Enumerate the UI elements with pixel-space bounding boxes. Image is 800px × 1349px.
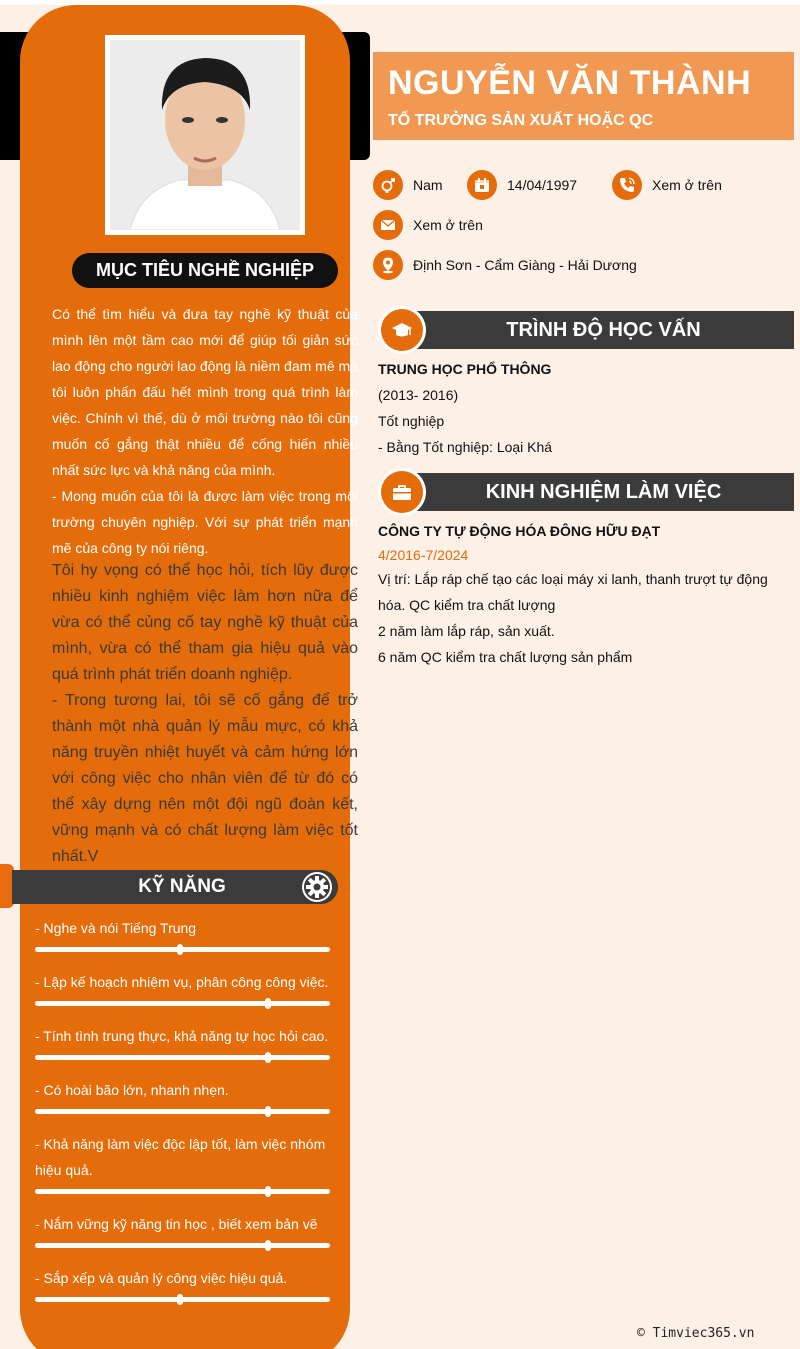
gender-value: Nam <box>413 177 443 193</box>
education-title: TRÌNH ĐỘ HỌC VẤN <box>506 319 701 341</box>
skill-level-bar <box>35 1297 330 1302</box>
skills-list <box>35 915 330 1319</box>
phone-item <box>612 170 722 200</box>
profile-photo <box>105 35 305 235</box>
skill-level-bar <box>35 1109 330 1114</box>
birthdate-value: 14/04/1997 <box>507 177 578 193</box>
skill-level-marker <box>265 998 271 1009</box>
experience-line: 2 năm làm lắp ráp, sản xuất. <box>378 623 555 639</box>
skill-item <box>35 1265 330 1302</box>
skill-label: - Nắm vững kỹ năng tin học , biết xem bản vẽ <box>35 1216 318 1232</box>
footer-credit: © Timviec365.vn <box>637 1326 755 1341</box>
skill-level-bar <box>35 1243 330 1248</box>
skills-title: KỸ NĂNG <box>138 876 226 897</box>
skill-level-marker <box>177 1294 183 1305</box>
education-header <box>405 311 794 349</box>
skill-level-marker <box>265 1240 271 1251</box>
education-years: (2013- 2016) <box>378 387 459 403</box>
skill-item <box>35 1023 330 1060</box>
experience-header <box>405 473 794 511</box>
location-pin-icon <box>373 250 403 280</box>
email-value: Xem ở trên <box>413 217 483 233</box>
mail-icon <box>373 210 403 240</box>
skill-level-bar <box>35 1001 330 1006</box>
address-value: Định Sơn - Cẩm Giàng - Hải Dương <box>413 257 637 273</box>
education-detail: - Bằng Tốt nghiệp: Loại Khá <box>378 439 553 455</box>
skill-item <box>35 1211 330 1248</box>
skill-label: - Sắp xếp và quản lý công việc hiệu quả. <box>35 1270 288 1286</box>
skill-level-bar <box>35 1189 330 1194</box>
objective-text-light <box>52 301 358 561</box>
objective-paragraph: - Trong tương lai, tôi sẽ cố gắng để trở thành một nhà quản lý mẫu mực, có khả năng truyền nhiệt huyết và cảm hứng lớn với công việc cho nhân viên để từ đó có thể xây dựng nên một đội ngũ đoàn kết, vững mạnh và có chất lượng làm việc tốt nhất.V <box>52 692 358 865</box>
skill-label: - Có hoài bão lớn, nhanh nhẹn. <box>35 1082 229 1098</box>
avatar <box>110 40 300 230</box>
skill-level-bar <box>35 947 330 952</box>
gear-icon <box>302 872 332 902</box>
objective-paragraph: - Mong muốn của tôi là được làm việc trong môi trường chuyên nghiệp. Với sự phát triển mạnh mẽ của công ty nói riêng. <box>52 488 358 556</box>
skill-label: - Lập kế hoạch nhiệm vụ, phân công công việc. <box>35 974 329 990</box>
header <box>373 52 794 140</box>
cv-page <box>0 5 800 1349</box>
skill-label: - Tính tình trung thực, khả năng tự học hỏi cao. <box>35 1028 329 1044</box>
experience-period: 4/2016-7/2024 <box>378 547 469 563</box>
birthdate-item <box>467 170 577 200</box>
skill-level-marker <box>265 1052 271 1063</box>
experience-line: 6 năm QC kiểm tra chất lượng sản phẩm <box>378 649 633 665</box>
skill-item <box>35 915 330 952</box>
experience-line: Vị trí: Lắp ráp chế tạo các loại máy xi lanh, thanh trượt tự động hóa. QC kiểm tra chất lượng <box>378 571 768 613</box>
objective-text-dark <box>52 558 358 870</box>
objective-paragraph: Có thể tìm hiểu và đưa tay nghề kỹ thuật của mình lên một tầm cao mới để giúp tối giản sức lao động cho người lao động là niềm đam mê mà tôi luôn phấn đấu hết mình trong quá trình làm việc. Chính vì thế, dù ở môi trường nào tôi cũng muốn cố gắng thật nhiều để cống hiến nhiều nhất sức lực và khả năng của mình. <box>52 306 358 478</box>
skills-header <box>12 870 338 904</box>
graduation-cap-icon <box>378 306 426 354</box>
objective-title: MỤC TIÊU NGHỀ NGHIỆP <box>72 253 338 288</box>
education-status: Tốt nghiệp <box>378 413 445 429</box>
experience-company: CÔNG TY TỰ ĐỘNG HÓA ĐÔNG HỮU ĐẠT <box>378 523 661 539</box>
skill-level-marker <box>265 1186 271 1197</box>
gender-icon <box>373 170 403 200</box>
skill-label: - Khả năng làm việc độc lập tốt, làm việc nhóm hiệu quả. <box>35 1136 326 1178</box>
education-school: TRUNG HỌC PHỔ THÔNG <box>378 361 552 377</box>
skill-label: - Nghe và nói Tiếng Trung <box>35 920 197 936</box>
gender-item <box>373 170 443 200</box>
experience-title: KINH NGHIỆM LÀM VIỆC <box>485 481 722 503</box>
calendar-icon <box>467 170 497 200</box>
skill-level-marker <box>265 1106 271 1117</box>
experience-block <box>378 518 778 670</box>
skill-item <box>35 969 330 1006</box>
objective-paragraph: Tôi hy vọng có thể học hỏi, tích lũy được nhiều kinh nghiệm việc làm hơn nữa để vừa có thể củng cố tay nghề kỹ thuật của mình, vừa có thể tham gia hiệu quả vào quá trình phát triển doanh nghiệp. <box>52 562 358 683</box>
briefcase-icon <box>378 468 426 516</box>
candidate-position: TỔ TRƯỞNG SẢN XUẤT HOẶC QC <box>388 112 654 129</box>
email-item <box>373 210 483 240</box>
education-block <box>378 356 778 460</box>
skill-item <box>35 1077 330 1114</box>
phone-value: Xem ở trên <box>652 177 722 193</box>
candidate-name: NGUYỄN VĂN THÀNH <box>388 64 752 102</box>
address-item <box>373 250 637 280</box>
phone-icon <box>612 170 642 200</box>
skill-item <box>35 1131 330 1194</box>
person-photo-icon <box>110 40 300 230</box>
skill-level-marker <box>177 944 183 955</box>
skill-level-bar <box>35 1055 330 1060</box>
